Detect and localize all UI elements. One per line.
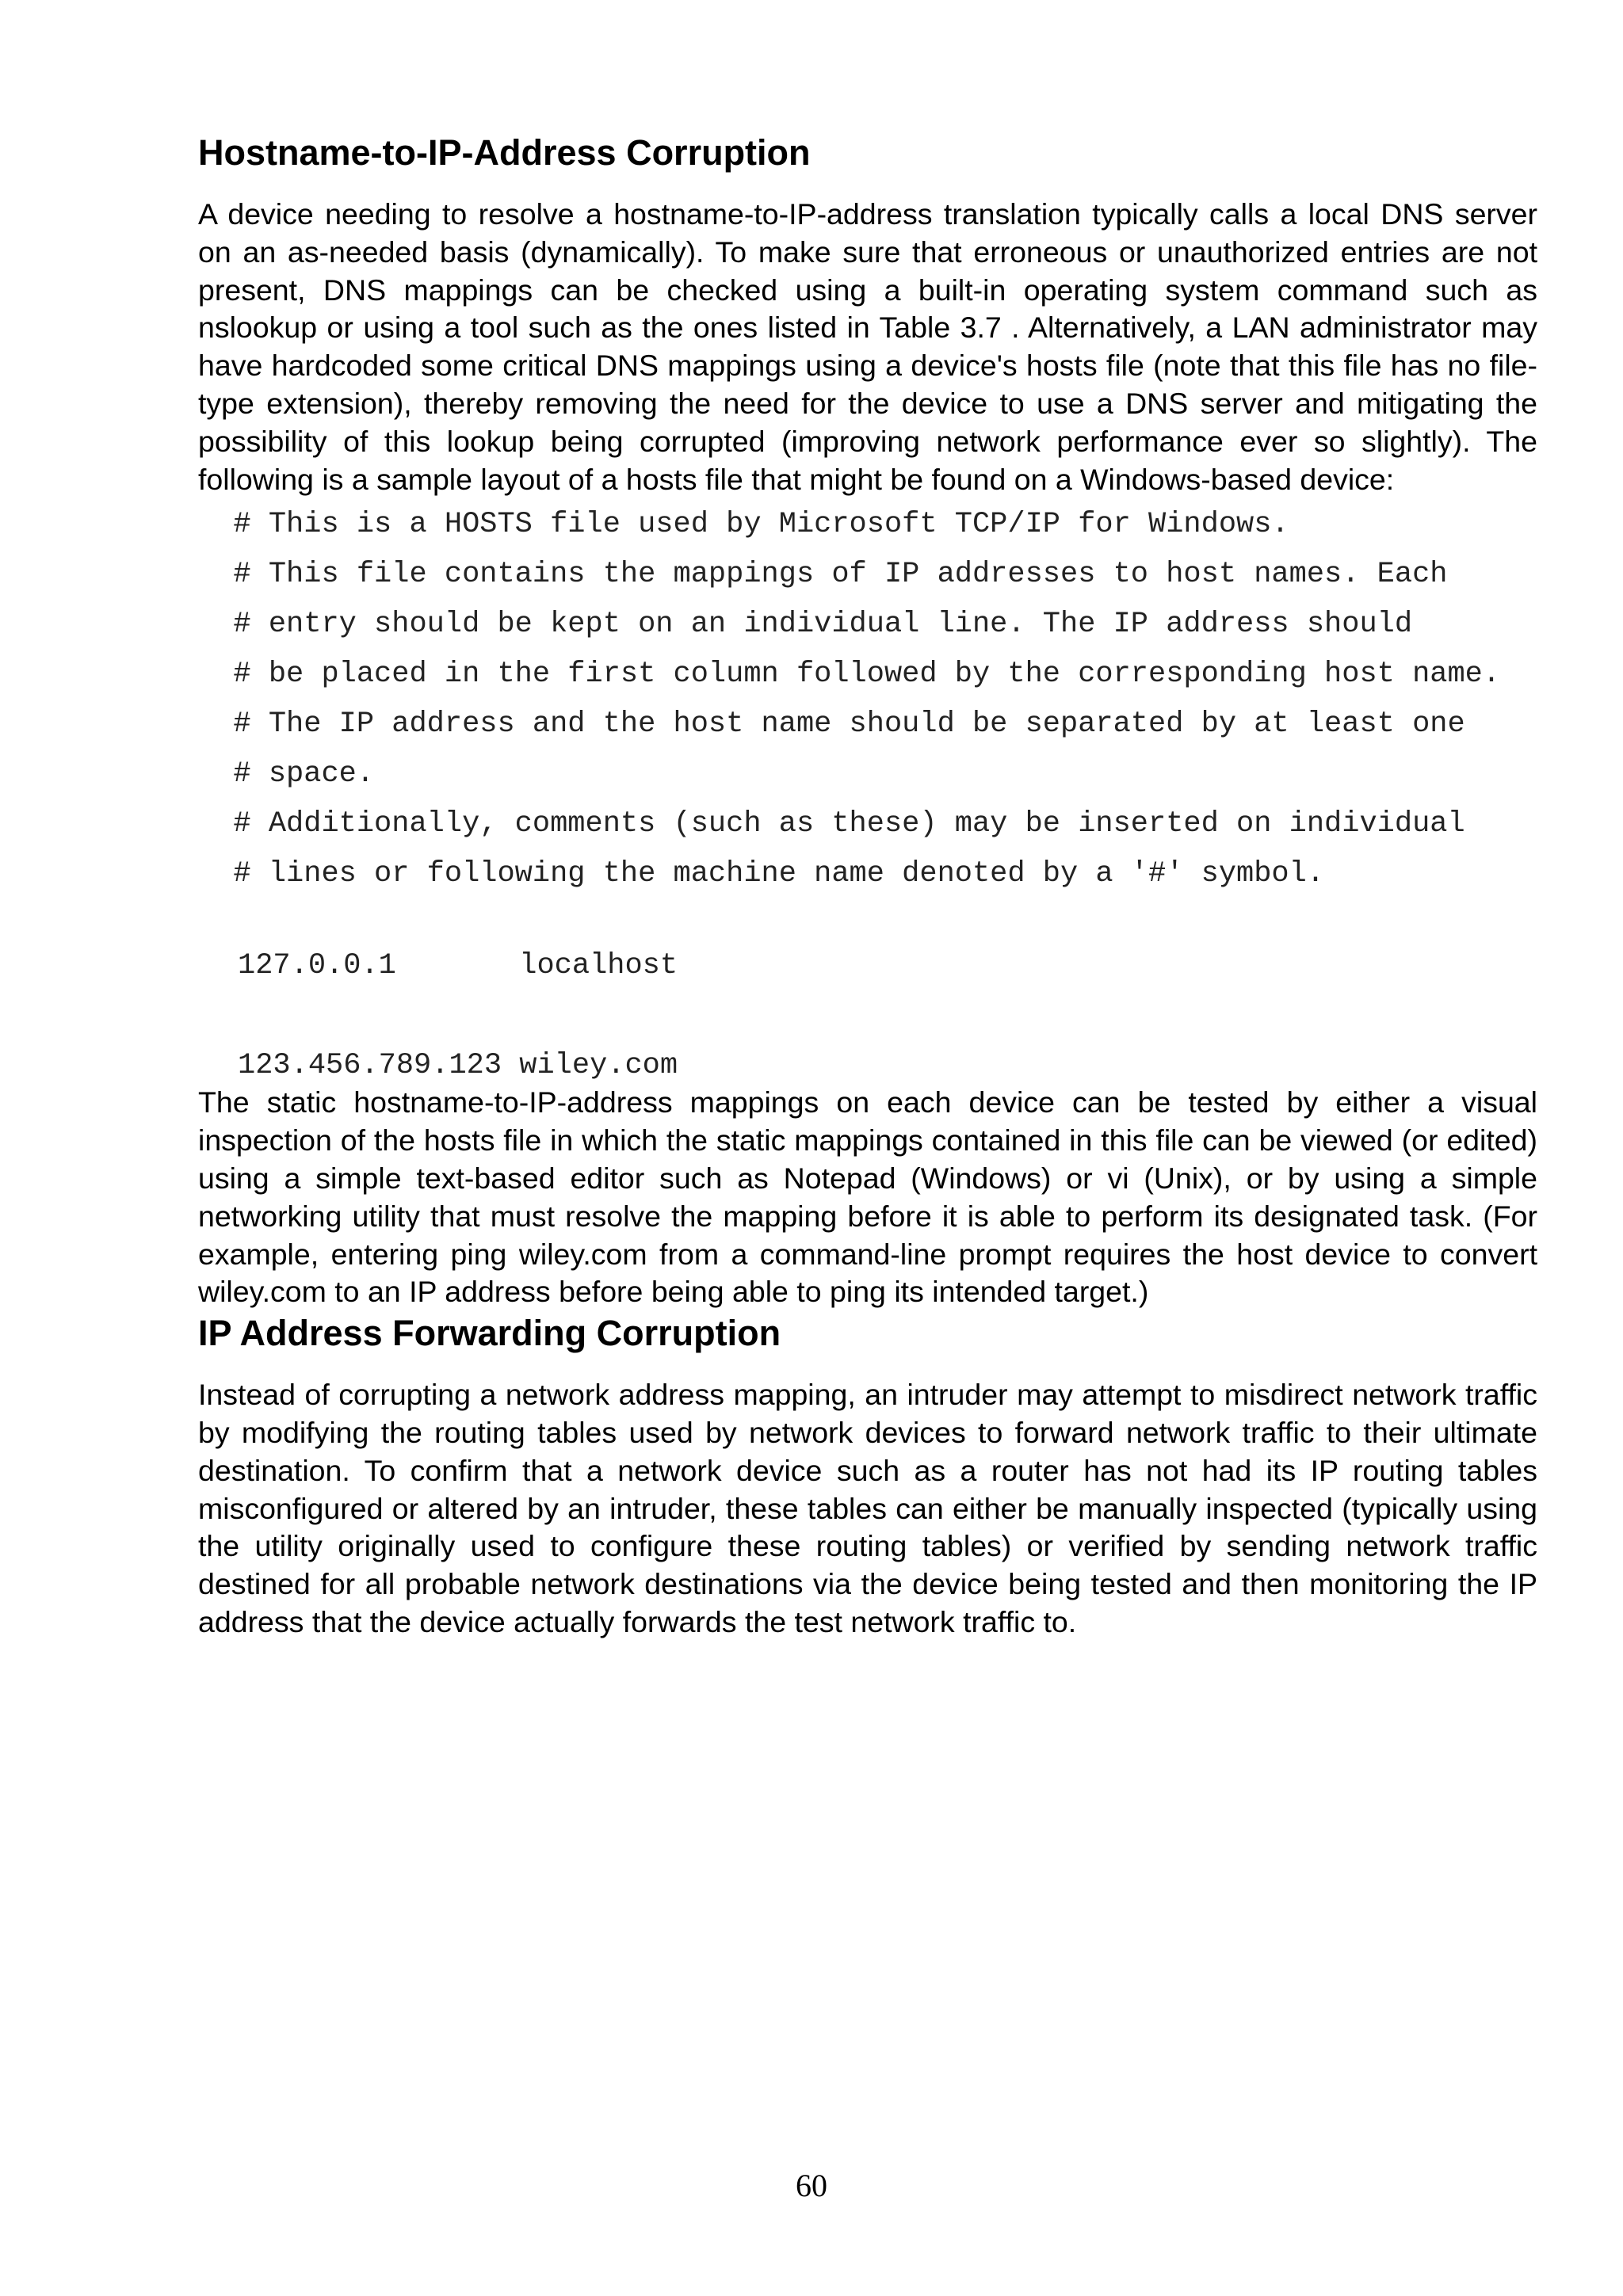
code-line: # This is a HOSTS file used by Microsoft TCP/IP for Windows. xyxy=(198,508,1289,542)
code-line: # lines or following the machine name denoted by a '#' symbol. xyxy=(198,857,1325,891)
code-line: # Additionally, comments (such as these) may be inserted on individual xyxy=(198,807,1465,841)
hosts-entry-wiley: 123.456.789.123 wiley.com xyxy=(238,1049,678,1083)
body-paragraph: Instead of corrupting a network address mapping, an intruder may attempt to misdirect network traffic by modifying the routing tables used by network devices to forward network traffic to their ultimate destination. To confirm that a network device such as a router has not had its IP routing tables misconfigured or altered by an intruder, these tables can either be manually inspected (typically using the utility originally used to configure these routing tables) or verified by sending network traffic destined for all probable network destinations via the device being tested and then monitoring the IP address that the device actually forwards the test network traffic to. xyxy=(198,1378,1537,1638)
hosts-entry-localhost: 127.0.0.1 localhost xyxy=(238,949,678,983)
code-line: # space. xyxy=(198,757,375,791)
body-paragraph: The static hostname-to-IP-address mappings on each device can be tested by either a visual inspection of the hosts file in which the static mappings contained in this file can be viewed (or edited) using a simple text-based editor such as Notepad (Windows) or vi (Unix), or by using a simple networking utility that must resolve the mapping before it is able to perform its designated task. (For example, entering ping wiley.com from a command-line prompt requires the host device to convert wiley.com to an IP address before being able to ping its intended target.) xyxy=(198,1085,1537,1309)
page-content xyxy=(198,131,1537,1642)
section-title-ip-forwarding-corruption: IP Address Forwarding Corruption xyxy=(198,1313,781,1354)
hosts-file-code-block xyxy=(198,506,1537,1084)
page-number: 60 xyxy=(796,2168,827,2203)
code-line: # entry should be kept on an individual line. The IP address should xyxy=(198,608,1413,642)
code-line: # be placed in the first column followed by the corresponding host name. xyxy=(198,658,1501,692)
code-line: # This file contains the mappings of IP addresses to host names. Each xyxy=(198,558,1448,592)
section-title-hostname-corruption: Hostname-to-IP-Address Corruption xyxy=(198,132,811,173)
code-line: # The IP address and the host name should be separated by at least one xyxy=(198,707,1465,742)
body-paragraph: A device needing to resolve a hostname-to-IP-address translation typically calls a local DNS server on an as-needed basis (dynamically). To make sure that erroneous or unauthorized entries are not present, DNS mappings can be checked using a built-in operating system command such as nslookup or using a tool such as the ones listed in Table 3.7 . Alternatively, a LAN administrator may have hardcoded some critical DNS mappings using a device's hosts file (note that this file has no file-type extension), thereby removing the need for the device to use a DNS server and mitigating the possibility of this lookup being corrupted (improving network performance ever so slightly). The following is a sample layout of a hosts file that might be found on a Windows-based device: xyxy=(198,197,1537,496)
